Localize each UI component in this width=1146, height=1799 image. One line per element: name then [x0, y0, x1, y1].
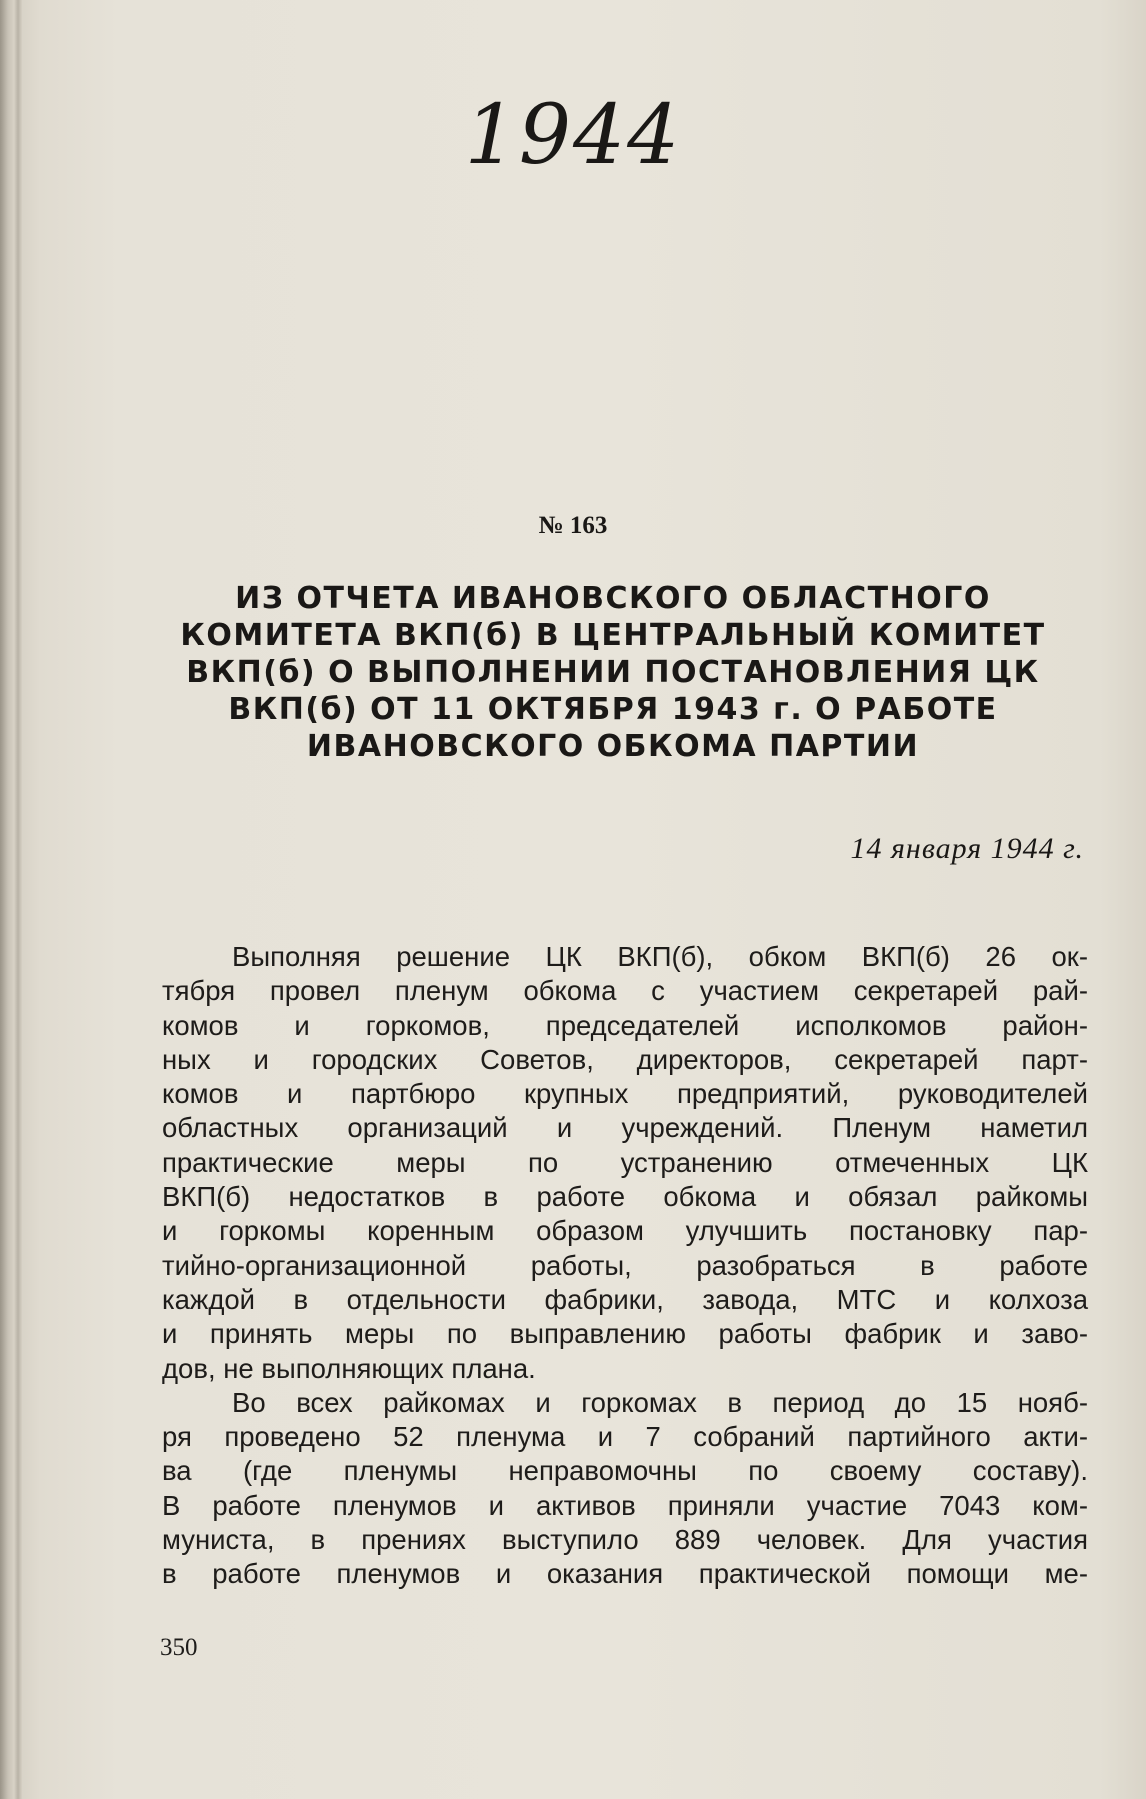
- text-line: тября провел пленум обкома с участием секретарей рай-: [162, 975, 1088, 1007]
- text-line: ВКП(б) недостатков в работе обкома и обязал райкомы: [162, 1181, 1088, 1213]
- text-line: ных и городских Советов, директоров, секретарей парт-: [162, 1043, 1088, 1075]
- text-line: В работе пленумов и активов приняли участие 7043 ком-: [162, 1489, 1088, 1521]
- text-line: ва (где пленумы неправомочны по своему составу).: [162, 1455, 1088, 1487]
- title-line: КОМИТЕТА ВКП(б) В ЦЕНТРАЛЬНЫЙ КОМИТЕТ: [180, 618, 1046, 653]
- text-line: в работе пленумов и оказания практической помощи ме-: [162, 1558, 1088, 1590]
- document-title: [160, 580, 1066, 765]
- title-line: ВКП(б) О ВЫПОЛНЕНИИ ПОСТАНОВЛЕНИЯ ЦК: [186, 655, 1040, 690]
- page-edge: [0, 0, 22, 1799]
- text-line: Во всех райкомах и горкомах в период до 15 нояб-: [232, 1386, 1088, 1418]
- paragraph-2: [162, 1386, 1088, 1592]
- text-line: комов и горкомов, председателей исполкомов район-: [162, 1009, 1088, 1041]
- document-number: № 163: [538, 512, 608, 539]
- text-line: и горкомы коренным образом улучшить постановку пар-: [162, 1215, 1088, 1247]
- title-line: ИВАНОВСКОГО ОБКОМА ПАРТИИ: [306, 729, 920, 764]
- title-line: ВКП(б) ОТ 11 ОКТЯБРЯ 1943 г. О РАБОТЕ: [228, 692, 998, 727]
- paragraph-1: [162, 940, 1088, 1386]
- text-line: Выполняя решение ЦК ВКП(б), обком ВКП(б) 26 ок-: [232, 941, 1088, 972]
- text-line: областных организаций и учреждений. Пленум наметил: [162, 1112, 1088, 1144]
- text-line: практические меры по устранению отмеченных ЦК: [162, 1146, 1088, 1178]
- text-line: и принять меры по выправлению работы фабрик и заво-: [162, 1318, 1088, 1350]
- text-line: ря проведено 52 пленума и 7 собраний партийного акти-: [162, 1421, 1088, 1453]
- document-date: 14 января 1944 г.: [850, 832, 1084, 865]
- title-line: ИЗ ОТЧЕТА ИВАНОВСКОГО ОБЛАСТНОГО: [235, 581, 991, 616]
- text-line: муниста, в прениях выступило 889 человек. Для участия: [162, 1524, 1088, 1556]
- page-number: 350: [160, 1634, 198, 1661]
- text-line: каждой в отдельности фабрики, завода, МТС и колхоза: [162, 1283, 1088, 1315]
- document-body: [162, 940, 1088, 1592]
- text-line: дов, не выполняющих плана.: [162, 1352, 536, 1384]
- text-line: комов и партбюро крупных предприятий, руководителей: [162, 1078, 1088, 1110]
- year-heading: 1944: [464, 88, 682, 183]
- text-line: тийно-организационной работы, разобраться в работе: [162, 1249, 1088, 1281]
